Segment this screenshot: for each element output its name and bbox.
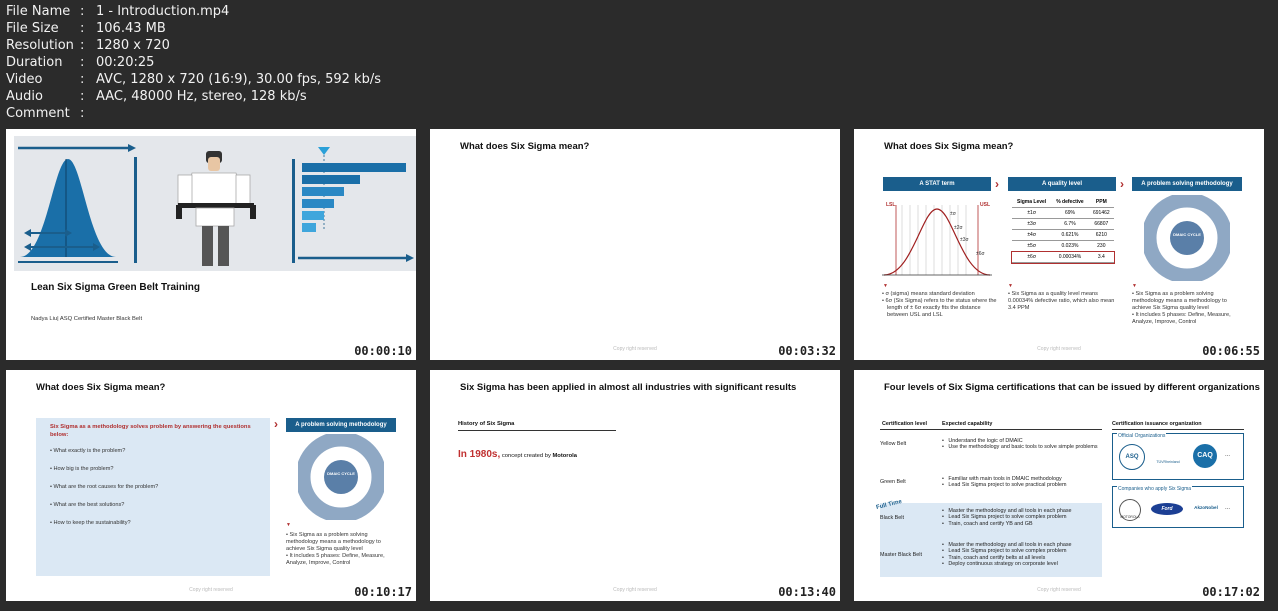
timestamp: 00:03:32: [778, 344, 836, 358]
file-info-key: File Size: [6, 21, 59, 36]
table-row: [1012, 219, 1114, 230]
bell-curve-diagram: [882, 197, 994, 287]
timestamp: 00:00:10: [354, 344, 412, 358]
asq-logo: ASQ: [1119, 444, 1145, 470]
copyright-text: Copy right reserved: [613, 587, 657, 593]
file-info-value: AVC, 1280 x 720 (16:9), 30.00 fps, 592 kb/s: [96, 72, 381, 87]
question-item: • How to keep the sustainability?: [50, 520, 131, 526]
slide-title: What does Six Sigma mean?: [884, 141, 1014, 152]
file-info-row: [6, 71, 381, 88]
companies-label: Companies who apply Six Sigma: [1118, 486, 1192, 492]
table-cell: 230: [1089, 241, 1114, 252]
sigma-label: ±3σ: [960, 237, 969, 243]
file-info-value: AAC, 48000 Hz, stereo, 128 kb/s: [96, 89, 307, 104]
file-info-row: [6, 20, 381, 37]
file-info-row: [6, 3, 381, 20]
motorola-logo: MOTOROLA: [1119, 499, 1141, 521]
cert-capabilities: [942, 438, 1100, 451]
file-info-separator: :: [80, 38, 85, 53]
course-title: Lean Six Sigma Green Belt Training: [31, 282, 200, 293]
capability-item: • Master the methodology and all tools in each phase: [942, 508, 1072, 514]
triangle-down-icon: ▼: [1008, 283, 1013, 289]
bullet-item: • It includes 5 phases: Define, Measure, Analyze, Improve, Control: [1132, 312, 1231, 325]
bullet-item: • σ (sigma) means standard deviation: [882, 291, 975, 297]
column-header-quality: A quality level: [1008, 177, 1116, 191]
cert-capabilities: [942, 476, 1100, 489]
file-info-key: Resolution: [6, 38, 74, 53]
thumbnail-1[interactable]: [6, 129, 416, 360]
akzonobel-logo: AkzoNobel: [1194, 505, 1218, 510]
triangle-down-icon: ▼: [883, 283, 888, 289]
file-info-key: Comment: [6, 106, 70, 121]
table-cell: 6.7%: [1051, 219, 1088, 230]
slide-title: Four levels of Six Sigma certifications that can be issued by different organizations: [884, 382, 1260, 393]
capability-item: • Master the methodology and all tools in each phase: [942, 542, 1072, 548]
slide-title: What does Six Sigma mean?: [460, 141, 590, 152]
questions-list: [50, 448, 260, 538]
capability-item: • Lead Six Sigma project to solve complex problem: [942, 514, 1067, 521]
history-text: In 1980s, concept created by Motorola: [458, 449, 577, 460]
capability-item: • Deploy continuous strategy on corporate level: [942, 561, 1058, 568]
bullet-item: • 6σ (Six Sigma) refers to the status where the length of ± 6σ exactly fits the distance between USL and LSL: [882, 298, 997, 318]
file-info-row: [6, 54, 381, 71]
official-orgs-box: [1112, 433, 1244, 480]
thumbnail-3[interactable]: [854, 129, 1264, 360]
table-row: [1012, 252, 1114, 263]
method-bullets: [286, 532, 400, 567]
bullet-item: • It includes 5 phases: Define, Measure, Analyze, Improve, Control: [286, 553, 385, 566]
table-cell: ±1σ: [1012, 208, 1051, 219]
timestamp: 00:10:17: [354, 585, 412, 599]
companies-box: [1112, 486, 1244, 528]
thumbnail-4[interactable]: [6, 370, 416, 601]
capability-item: • Lead Six Sigma project to solve practical problem: [942, 482, 1067, 489]
dmaic-cycle-diagram: [298, 434, 384, 520]
table-cell: 3.4: [1089, 252, 1114, 263]
timestamp: 00:06:55: [1202, 344, 1260, 358]
file-info-value: 00:20:25: [96, 55, 155, 70]
chevron-right-icon: ›: [995, 177, 999, 191]
cert-level: Master Black Belt: [880, 551, 922, 558]
file-info-separator: :: [80, 55, 85, 70]
copyright-text: Copy right reserved: [189, 587, 233, 593]
file-info-value: 1 - Introduction.mp4: [96, 4, 230, 19]
file-info-separator: :: [80, 72, 85, 87]
sigma-table: [1012, 197, 1114, 263]
capability-item: • Train, coach and certify belts at all levels: [942, 554, 1046, 561]
file-info-key: Audio: [6, 89, 43, 104]
file-info-separator: :: [80, 89, 85, 104]
instructor-name: Nadya Liu| ASQ Certified Master Black Belt: [31, 316, 143, 322]
timestamp: 00:17:02: [1202, 585, 1260, 599]
capability-item: • Train, coach and certify YB and GB: [942, 520, 1033, 527]
file-info-row: [6, 88, 381, 105]
copyright-text: Copy right reserved: [1037, 346, 1081, 352]
triangle-down-icon: ▼: [286, 522, 291, 528]
caq-logo: CAQ: [1193, 444, 1217, 468]
divider: [1112, 429, 1244, 430]
table-cell: 0.621%: [1051, 230, 1088, 241]
table-cell: 6210: [1089, 230, 1114, 241]
more-ellipsis: ...: [1225, 452, 1231, 458]
table-cell: 69%: [1051, 208, 1088, 219]
company-name: Motorola: [552, 453, 577, 459]
question-item: • What are the best solutions?: [50, 502, 125, 508]
dmaic-cycle-diagram: [1144, 195, 1230, 281]
bullet-item: • Six Sigma as a quality level means 0.00034% defective ratio, which also mean 3.4 PPM: [1008, 291, 1115, 311]
capability-item: • Understand the logic of DMAIC: [942, 438, 1023, 444]
file-info-value: 106.43 MB: [96, 21, 166, 36]
divider: [458, 430, 616, 431]
divider: [880, 429, 1102, 430]
table-header: Sigma Level: [1012, 197, 1051, 208]
bullets-method: [1132, 291, 1244, 326]
triangle-down-icon: ▼: [1132, 283, 1137, 289]
question-item: • What exactly is the problem?: [50, 448, 126, 454]
table-header: PPM: [1089, 197, 1114, 208]
sigma-label: ±2σ: [954, 225, 963, 231]
cert-capabilities: [942, 542, 1100, 568]
chevron-right-icon: ›: [274, 417, 278, 431]
cert-level: Yellow Belt: [880, 441, 907, 448]
table-row: [1012, 208, 1114, 219]
sigma-label: ±6σ: [976, 251, 985, 257]
slide-title: What does Six Sigma mean?: [36, 382, 166, 393]
file-info-separator: :: [80, 106, 85, 121]
more-ellipsis: ...: [1225, 505, 1231, 511]
ford-logo: Ford: [1151, 503, 1183, 515]
history-year: In 1980s,: [458, 449, 501, 460]
col-header-capability: Expected capability: [942, 421, 993, 427]
file-info-separator: :: [80, 21, 85, 36]
capability-item: • Use the methodology and basic tools to solve simple problems: [942, 444, 1098, 451]
method-header: A problem solving methodology: [286, 418, 396, 432]
tuv-logo: TÜVRheinland: [1156, 460, 1180, 464]
column-header-method: A problem solving methodology: [1132, 177, 1242, 191]
title-illustration: [6, 129, 416, 360]
question-item: • How big is the problem?: [50, 466, 114, 472]
capability-item: • Lead Six Sigma project to solve complex problem: [942, 548, 1067, 555]
history-heading: History of Six Sigma: [458, 421, 515, 427]
lsl-label: LSL: [886, 202, 896, 208]
timestamp: 00:13:40: [778, 585, 836, 599]
table-cell: ±4σ: [1012, 230, 1051, 241]
copyright-text: Copy right reserved: [613, 346, 657, 352]
chevron-right-icon: ›: [1120, 177, 1124, 191]
bullet-item: • Six Sigma as a problem solving methodology means a methodology to achieve Six Sigma quality level: [1132, 291, 1227, 311]
official-orgs-label: Official Organizations: [1118, 433, 1166, 439]
table-cell: 66807: [1089, 219, 1114, 230]
table-header: % defective: [1051, 197, 1088, 208]
table-cell: 691462: [1089, 208, 1114, 219]
lead-text: Six Sigma as a methodology solves problem by answering the questions below:: [50, 424, 251, 438]
col-header-level: Certification level: [882, 421, 927, 427]
usl-label: USL: [980, 202, 990, 208]
full-time-label: Full Time: [875, 498, 903, 512]
table-cell: ±3σ: [1012, 219, 1051, 230]
bullets-stat: [882, 291, 1000, 319]
table-row: [1012, 230, 1114, 241]
cert-capabilities: [942, 508, 1100, 527]
thumbnail-5[interactable]: [430, 370, 840, 601]
file-info-key: Video: [6, 72, 43, 87]
table-cell: ±5σ: [1012, 241, 1051, 252]
file-info-row: [6, 37, 381, 54]
file-info-panel: [6, 3, 381, 122]
cert-level: Green Belt: [880, 479, 906, 486]
file-info-key: Duration: [6, 55, 63, 70]
column-header-stat: A STAT term: [883, 177, 991, 191]
file-info-separator: :: [80, 4, 85, 19]
cert-level: Black Belt: [880, 514, 904, 521]
question-item: • What are the root causes for the problem?: [50, 484, 159, 490]
dmaic-label: DMAIC CYCLE: [327, 471, 355, 476]
sigma-label: ±σ: [950, 211, 956, 217]
thumbnail-2[interactable]: [430, 129, 840, 360]
bullet-item: • Six Sigma as a problem solving methodology means a methodology to achieve Six Sigma quality level: [286, 532, 381, 552]
table-cell: ±6σ: [1012, 252, 1051, 263]
slide-title: Six Sigma has been applied in almost all industries with significant results: [460, 382, 797, 393]
questions-panel: [36, 418, 270, 576]
table-cell: 0.00034%: [1051, 252, 1088, 263]
table-row: [1012, 241, 1114, 252]
file-info-row: [6, 105, 381, 122]
dmaic-label: DMAIC CYCLE: [1173, 232, 1201, 237]
file-info-key: File Name: [6, 4, 71, 19]
thumbnail-6[interactable]: [854, 370, 1264, 601]
capability-item: • Familiar with main tools in DMAIC methodology: [942, 476, 1062, 482]
copyright-text: Copy right reserved: [1037, 587, 1081, 593]
bullets-quality: [1008, 291, 1120, 312]
col-header-organization: Certification issuance organization: [1112, 421, 1202, 427]
file-info-value: 1280 x 720: [96, 38, 170, 53]
table-cell: 0.023%: [1051, 241, 1088, 252]
